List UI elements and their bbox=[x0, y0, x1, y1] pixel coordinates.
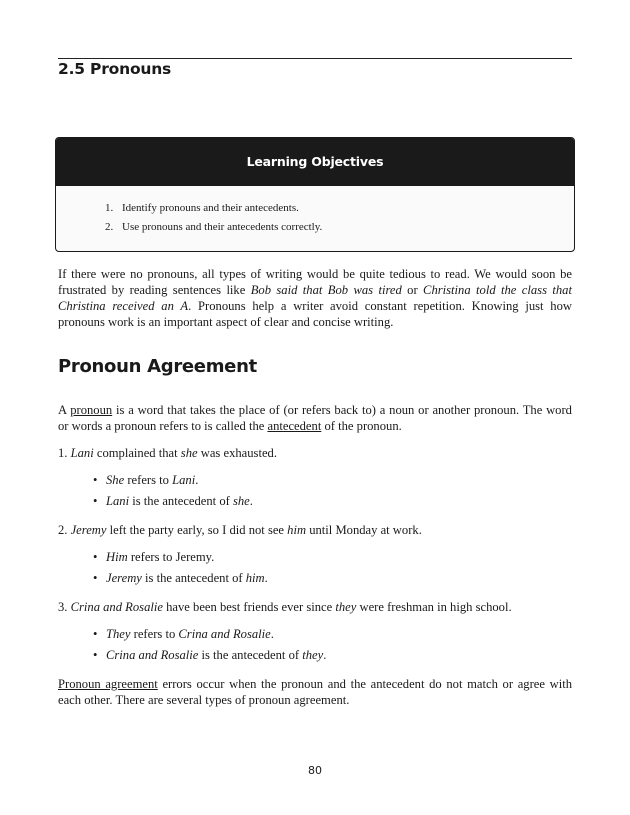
subheading-pronoun-agreement: Pronoun Agreement bbox=[58, 356, 257, 377]
section-title: 2.5 Pronouns bbox=[58, 60, 172, 78]
example-text: refers to Jeremy. bbox=[127, 550, 215, 564]
bullet-item bbox=[93, 647, 326, 668]
bullet-item bbox=[93, 472, 253, 493]
example-word: they bbox=[335, 600, 357, 614]
intro-paragraph bbox=[58, 266, 572, 330]
bullet-icon: • bbox=[93, 571, 98, 585]
objective-item bbox=[105, 202, 299, 214]
example-number: 3. bbox=[58, 600, 71, 614]
example-word: they bbox=[302, 648, 324, 662]
objective-item bbox=[105, 221, 322, 233]
example-word: him bbox=[245, 571, 265, 585]
example-text: is the antecedent of bbox=[129, 494, 233, 508]
example-text: until Monday at work. bbox=[306, 523, 422, 537]
closing-text: errors occur when the pronoun and the antecedent do not match or agree with each other. There are several types of pronoun agreement. bbox=[58, 677, 572, 707]
example-1 bbox=[58, 445, 572, 461]
example-text: is the antecedent of bbox=[198, 648, 303, 662]
example-word: They bbox=[106, 627, 131, 641]
objective-number: 1. bbox=[105, 202, 114, 214]
example-number: 1. bbox=[58, 446, 71, 460]
example-word: She bbox=[106, 473, 125, 487]
learning-objectives-heading: Learning Objectives bbox=[56, 138, 574, 186]
intro-text: . Pronouns help a writer avoid constant repetition. Knowing just how pronouns work is an important aspect of clear and concise writing. bbox=[58, 299, 572, 329]
bullet-item bbox=[93, 570, 268, 591]
example-text: . bbox=[195, 473, 199, 487]
example-word: she bbox=[232, 494, 250, 508]
objective-number: 2. bbox=[105, 221, 114, 233]
term-pronoun: pronoun bbox=[70, 403, 113, 417]
example-3-bullets bbox=[93, 626, 326, 668]
example-word: Crina and Rosalie bbox=[106, 648, 199, 662]
bullet-icon: • bbox=[93, 550, 98, 564]
example-word: Crina and Rosalie bbox=[178, 627, 271, 641]
example-text: was exhausted. bbox=[197, 446, 277, 460]
bullet-item bbox=[93, 549, 268, 570]
example-text: refers to bbox=[124, 473, 173, 487]
definition-text: of the pronoun. bbox=[321, 419, 402, 433]
bullet-icon: • bbox=[93, 494, 98, 508]
definition-text: is a word that takes the place of (or refers back to) a noun or another pronoun. The word or words a pronoun refers to is called the bbox=[58, 403, 572, 433]
bullet-icon: • bbox=[93, 648, 98, 662]
example-text: have been best friends ever since bbox=[162, 600, 336, 614]
example-1-bullets bbox=[93, 472, 253, 514]
example-2-bullets bbox=[93, 549, 268, 591]
top-rule bbox=[58, 58, 572, 59]
example-text: refers to bbox=[130, 627, 179, 641]
intro-example: Bob said that Bob was tired bbox=[250, 283, 402, 297]
example-2 bbox=[58, 522, 572, 538]
intro-text: If there were no pronouns, all types of writing would be quite tedious to read. We would soon be frustrated by reading sentences like bbox=[58, 267, 572, 297]
objective-text: Use pronouns and their antecedents correctly. bbox=[122, 221, 323, 233]
example-word: Jeremy bbox=[70, 523, 107, 537]
example-word: Crina and Rosalie bbox=[70, 600, 163, 614]
example-text: . bbox=[270, 627, 274, 641]
example-word: Lani bbox=[172, 473, 196, 487]
example-text: were freshman in high school. bbox=[356, 600, 512, 614]
learning-objectives-box bbox=[55, 137, 575, 252]
bullet-item bbox=[93, 493, 253, 514]
definition-text: A bbox=[58, 403, 71, 417]
bullet-item bbox=[93, 626, 326, 647]
bullet-icon: • bbox=[93, 627, 98, 641]
example-text: . bbox=[323, 648, 327, 662]
closing-paragraph bbox=[58, 676, 572, 708]
example-3 bbox=[58, 599, 572, 615]
example-word: Lani bbox=[70, 446, 94, 460]
term-pronoun-agreement: Pronoun agreement bbox=[58, 677, 158, 691]
page-number: 80 bbox=[308, 764, 322, 777]
term-antecedent: antecedent bbox=[267, 419, 322, 433]
intro-example: Christina told the class that Christina received an A bbox=[58, 283, 572, 313]
bullet-icon: • bbox=[93, 473, 98, 487]
example-text: . bbox=[264, 571, 268, 585]
intro-text: or bbox=[401, 283, 424, 297]
example-text: complained that bbox=[93, 446, 181, 460]
example-word: him bbox=[287, 523, 307, 537]
example-word: Jeremy bbox=[106, 571, 142, 585]
objective-text: Identify pronouns and their antecedents. bbox=[122, 202, 299, 214]
example-number: 2. bbox=[58, 523, 71, 537]
example-word: Him bbox=[106, 550, 128, 564]
example-word: she bbox=[180, 446, 198, 460]
example-word: Lani bbox=[106, 494, 130, 508]
definition-paragraph bbox=[58, 402, 572, 434]
example-text: is the antecedent of bbox=[141, 571, 246, 585]
example-text: left the party early, so I did not see bbox=[106, 523, 288, 537]
example-text: . bbox=[249, 494, 253, 508]
